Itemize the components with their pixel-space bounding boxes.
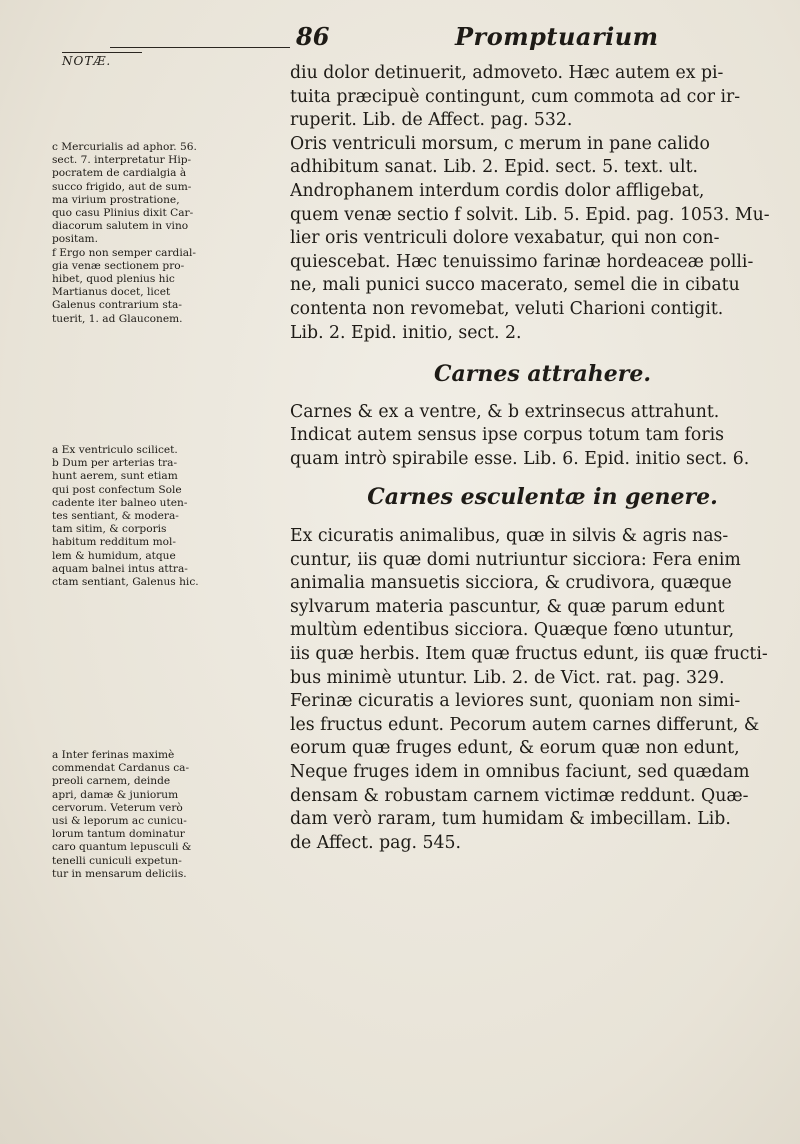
header-rule xyxy=(110,47,290,48)
text-line: bus minimè utuntur. Lib. 2. de Vict. rat. pag. 329. xyxy=(290,667,725,688)
note-line: qui post confectum Sole xyxy=(52,483,182,496)
text-line: adhibitum sanat. Lib. 2. Epid. sect. 5. text. ult. xyxy=(290,157,699,178)
notes-column-label: NOTÆ. xyxy=(62,52,142,68)
note-line: tuerit, 1. ad Glauconem. xyxy=(52,312,183,325)
section-heading-carnes-attrahere: Carnes attrahere. xyxy=(433,361,652,388)
text-line: quam intrò spirabile esse. Lib. 6. Epid. initio sect. 6. xyxy=(290,448,750,469)
paragraph-2 xyxy=(290,133,795,345)
note-line: preoli carnem, deinde xyxy=(52,775,171,788)
note-line: hibet, quod plenius hic xyxy=(52,273,175,286)
note-line: Martianus docet, licet xyxy=(52,286,171,299)
text-line: Indicat autem sensus ipse corpus totum tam foris xyxy=(290,425,724,446)
main-text xyxy=(290,62,795,855)
text-line: Oris ventriculi morsum, c merum in pane calido xyxy=(290,133,710,154)
text-line: tuita præcipuè contingunt, cum commota ad cor ir- xyxy=(290,86,741,107)
text-line: Ferinæ cicuratis a leviores sunt, quoniam non simi- xyxy=(290,691,741,712)
note-line: tur in mensarum deliciis. xyxy=(52,867,187,880)
side-note-3 xyxy=(52,749,292,881)
paragraph-3 xyxy=(290,401,795,472)
note-line: caro quantum lepusculi & xyxy=(52,841,192,854)
text-line: eorum quæ fruges edunt, & eorum quæ non edunt, xyxy=(290,738,740,759)
text-line: lier oris ventriculi dolore vexabatur, qui non con- xyxy=(290,228,720,249)
note-line: ma virium prostratione, xyxy=(52,193,180,206)
note-line: lorum tantum dominatur xyxy=(52,828,185,841)
note-line: tes sentiant, & modera- xyxy=(52,510,179,523)
text-line: Carnes & ex a ventre, & b extrinsecus attrahunt. xyxy=(290,401,720,422)
text-line: Neque fruges idem in omnibus faciunt, sed quædam xyxy=(290,762,750,783)
text-line: densam & robustam carnem victimæ reddunt. Quæ- xyxy=(290,785,749,806)
text-line: animalia mansuetis sicciora, & crudivora, quæque xyxy=(290,573,732,594)
side-note-2 xyxy=(52,444,292,589)
text-line: ruperit. Lib. de Affect. pag. 532. xyxy=(290,110,573,131)
section-heading-carnes-esculentae: Carnes esculentæ in genere. xyxy=(367,483,718,510)
running-head: Promptuarium xyxy=(455,22,659,51)
text-line: Ex cicuratis animalibus, quæ in silvis & agris nas- xyxy=(290,526,729,547)
text-line: cuntur, iis quæ domi nutriuntur sicciora: Fera enim xyxy=(290,549,741,570)
note-line: tam sitim, & corporis xyxy=(52,523,167,536)
note-line: a Ex ventriculo scilicet. xyxy=(52,444,178,456)
text-line: contenta non revomebat, veluti Charioni contigit. xyxy=(290,298,724,319)
note-line: succo frigido, aut de sum- xyxy=(52,180,192,193)
paragraph-1 xyxy=(290,62,795,133)
paragraph-4 xyxy=(290,525,795,690)
paragraph-5 xyxy=(290,690,795,855)
note-line: sect. 7. interpretatur Hip- xyxy=(52,154,192,167)
note-line: b Dum per arterias tra- xyxy=(52,457,178,470)
note-line: Galenus contrarium sta- xyxy=(52,299,182,312)
note-line: cadente iter balneo uten- xyxy=(52,496,188,509)
note-line: pocratem de cardialgia à xyxy=(52,167,187,180)
text-line: Androphanem interdum cordis dolor affligebat, xyxy=(290,180,705,201)
note-line: aquam balnei intus attra- xyxy=(52,562,188,575)
note-line: tenelli cuniculi expetun- xyxy=(52,854,182,867)
note-line: hunt aerem, sunt etiam xyxy=(52,470,178,483)
note-line: quo casu Plinius dixit Car- xyxy=(52,207,194,220)
note-line: c Mercurialis ad aphor. 56. xyxy=(52,141,197,153)
text-line: multùm edentibus sicciora. Quæque fœno utuntur, xyxy=(290,620,735,641)
note-line: ctam sentiant, Galenus hic. xyxy=(52,576,199,589)
note-line: positam. xyxy=(52,233,98,246)
text-line: quiescebat. Hæc tenuissimo farinæ hordeaceæ polli- xyxy=(290,251,754,272)
note-line: f Ergo non semper cardial- xyxy=(52,246,197,259)
note-line: apri, damæ & juniorum xyxy=(52,788,179,801)
text-line: les fructus edunt. Pecorum autem carnes differunt, & xyxy=(290,714,760,735)
text-line: Lib. 2. Epid. initio, sect. 2. xyxy=(290,322,522,343)
text-line: sylvarum materia pascuntur, & quæ parum edunt xyxy=(290,596,725,617)
note-line: lem & humidum, atque xyxy=(52,549,176,562)
note-line: cervorum. Veterum verò xyxy=(52,801,183,814)
note-line: gia venæ sectionem pro- xyxy=(52,259,185,272)
side-note-1 xyxy=(52,141,292,326)
text-line: iis quæ herbis. Item quæ fructus edunt, iis quæ fructi- xyxy=(290,644,768,665)
note-line: habitum redditum mol- xyxy=(52,536,176,549)
text-line: de Affect. pag. 545. xyxy=(290,832,461,853)
text-line: ne, mali punici succo macerato, semel die in cibatu xyxy=(290,275,740,296)
note-line: commendat Cardanus ca- xyxy=(52,762,190,775)
text-line: diu dolor detinuerit, admoveto. Hæc autem ex pi- xyxy=(290,63,724,83)
note-line: diacorum salutem in vino xyxy=(52,220,189,233)
note-line: usi & leporum ac cunicu- xyxy=(52,815,187,828)
note-line: a Inter ferinas maximè xyxy=(52,749,175,761)
page-number: 86 xyxy=(296,22,330,51)
text-line: quem venæ sectio f solvit. Lib. 5. Epid. pag. 1053. Mu- xyxy=(290,204,770,225)
text-line: dam verò raram, tum humidam & imbecillam. Lib. xyxy=(290,809,731,830)
